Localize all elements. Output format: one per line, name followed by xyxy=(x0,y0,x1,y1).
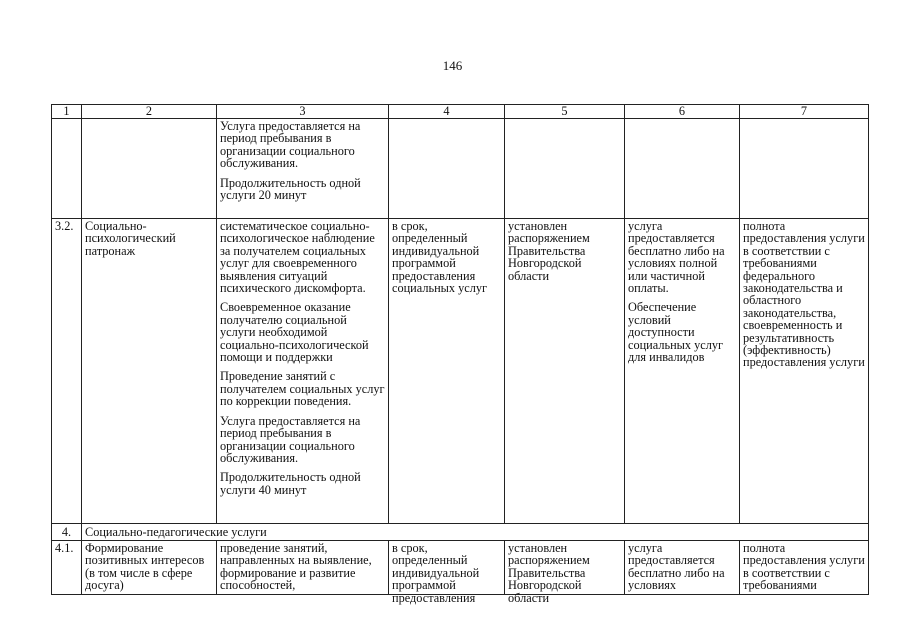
service-description: проведение занятий, направленных на выявление, формирование и развитие способностей, xyxy=(217,541,389,595)
header-row xyxy=(52,105,869,119)
row-number: 4.1. xyxy=(52,541,82,595)
table-cell xyxy=(505,119,625,219)
quality-indicators: полнота предоставления услуги в соответствии с требованиями xyxy=(740,541,869,595)
section-title: Социально-педагогические услуги xyxy=(82,524,869,541)
page-number: 146 xyxy=(442,58,463,73)
paragraph: Обеспечение условий доступности социальных услуг для инвалидов xyxy=(628,300,724,365)
paragraph: услуга предоставляется бесплатно либо на условиях полной или частичной оплаты. xyxy=(628,219,725,296)
section-row xyxy=(52,524,869,541)
header-cell: 1 xyxy=(52,105,82,119)
table-row xyxy=(52,219,869,524)
header-cell: 4 xyxy=(389,105,505,119)
tariff: установлен распоряжением Правительства Новгородской области xyxy=(505,541,625,595)
paragraph: Своевременное оказание получателю социальной услуги необходимой социально-психологической помощи и поддержки xyxy=(220,300,369,365)
service-description xyxy=(217,219,389,524)
table-cell xyxy=(740,119,869,219)
row-number: 3.2. xyxy=(52,219,82,524)
header-cell: 6 xyxy=(625,105,740,119)
services-table xyxy=(51,104,869,605)
service-term: в срок, определенный индивидуальной программой предоставления xyxy=(389,541,505,595)
table-cell xyxy=(389,119,505,219)
paragraph: Услуга предоставляется на период пребывания в организации социального обслуживания. xyxy=(220,119,361,171)
table-cell xyxy=(82,119,217,219)
service-name: Формирование позитивных интересов (в том числе в сфере досуга) xyxy=(82,541,217,595)
paragraph: Услуга предоставляется на период пребывания в организации социального обслуживания. xyxy=(220,413,361,465)
table-row xyxy=(52,541,869,595)
tariff: установлен распоряжением Правительства Новгородской области xyxy=(505,219,625,524)
service-term: в срок, определенный индивидуальной программой предоставления социальных услуг xyxy=(389,219,505,524)
quality-indicators: полнота предоставления услуги в соответствии с требованиями федерального законодательства и областного законодательства, своевременность и результативность (эффективность) предоставления услуги xyxy=(740,219,869,524)
paragraph: Продолжительность одной услуги 40 минут xyxy=(220,470,361,497)
payment-conditions xyxy=(625,219,740,524)
header-cell: 3 xyxy=(217,105,389,119)
header-cell: 7 xyxy=(740,105,869,119)
service-description xyxy=(217,119,389,219)
section-number: 4. xyxy=(52,524,82,541)
service-name: Социально-психологический патронаж xyxy=(82,219,217,524)
table-cell xyxy=(625,119,740,219)
payment-conditions: услуга предоставляется бесплатно либо на условиях xyxy=(625,541,740,595)
paragraph: систематическое социально-психологическое наблюдение за получателем социальных услуг для своевременного выявления ситуаций психического дискомфорта. xyxy=(220,219,375,296)
header-cell: 2 xyxy=(82,105,217,119)
table-cell xyxy=(52,119,82,219)
paragraph: Проведение занятий с получателем социальных услуг по коррекции поведения. xyxy=(220,369,385,409)
header-cell: 5 xyxy=(505,105,625,119)
paragraph: Продолжительность одной услуги 20 минут xyxy=(220,175,361,203)
table-row xyxy=(52,119,869,219)
